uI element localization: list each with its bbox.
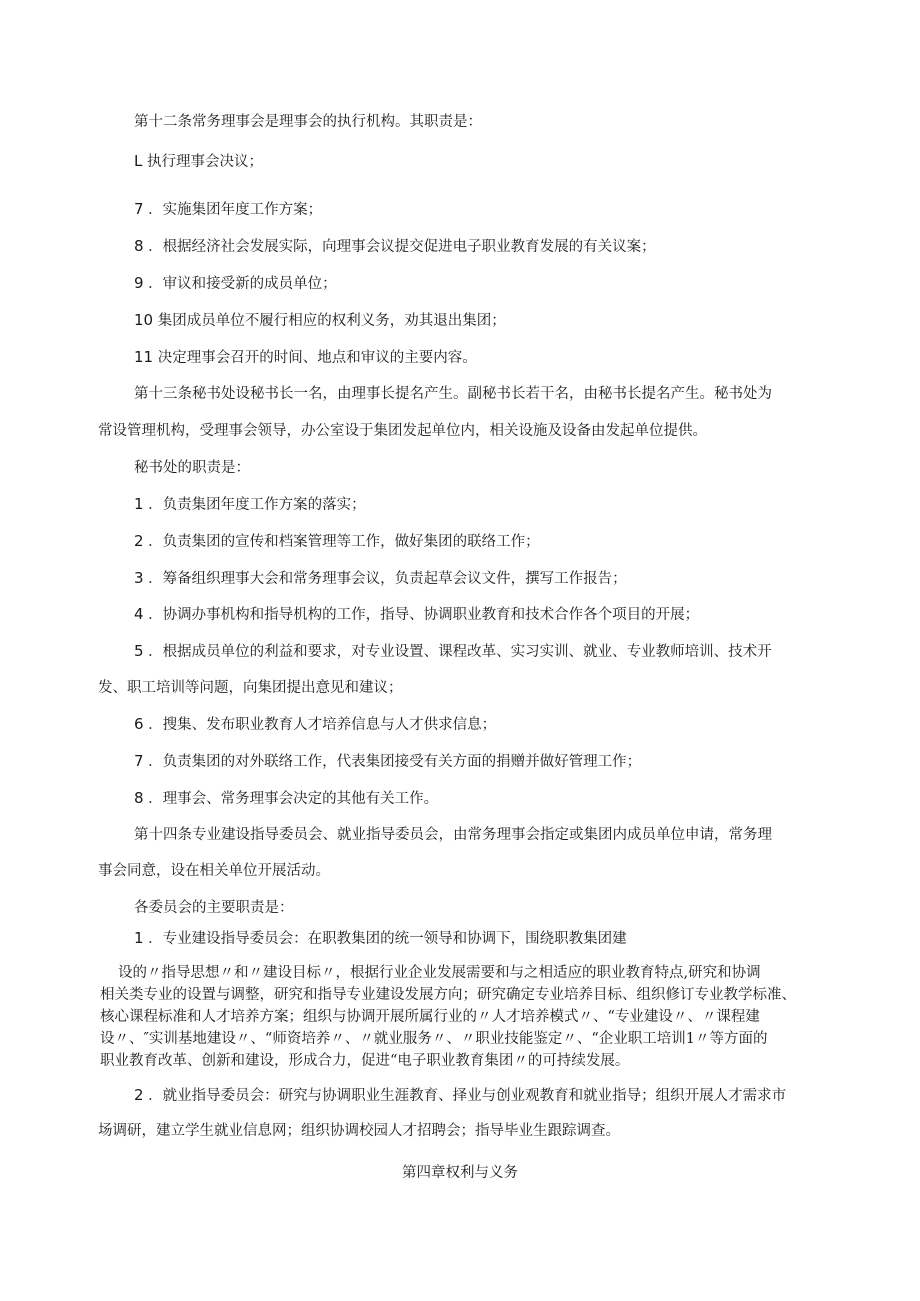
item-text: ．负责集团的宣传和档案管理等工作，做好集团的联络工作；	[148, 534, 540, 550]
article-13-item-1	[134, 494, 366, 515]
article-13-item-5-continued: 发、职工培训等问题，向集团提出意见和建议；	[98, 680, 403, 696]
item-number: 2	[134, 532, 144, 550]
item-number: 7	[134, 200, 144, 218]
item-text: 执行理事会决议；	[146, 154, 263, 170]
item-text: ．搜集、发布职业教育人才培养信息与人才供求信息；	[148, 717, 497, 733]
article-13-item-7	[134, 751, 641, 772]
article-12-intro: 第十二条常务理事会是理事会的执行机构。其职责是：	[134, 114, 482, 130]
paragraph-line: 核心课程标准和人才培养方案；组织与协调开展所属行业的〃人才培养模式〃、“专业建设〃、〃课程建	[100, 1009, 760, 1025]
article-13-item-6	[134, 714, 496, 735]
article-13-line-2: 常设管理机构，受理事会领导，办公室设于集团发起单位内，相关设施及设备由发起单位提供。	[98, 423, 707, 439]
item-number: 11	[134, 348, 154, 366]
item-number: 9	[134, 274, 144, 292]
article-14-item-2	[134, 1085, 786, 1106]
article-13-item-4	[134, 604, 699, 625]
item-number: 4	[134, 605, 144, 623]
article-12-item-2	[134, 199, 322, 220]
item-number: 3	[134, 569, 144, 587]
article-12-item-4	[134, 273, 337, 294]
article-14-item-2-continued: 场调研，建立学生就业信息网；组织协调校园人才招聘会；指导毕业生跟踪调查。	[98, 1123, 620, 1139]
article-14-duties-intro: 各委员会的主要职责是：	[134, 900, 294, 916]
article-12-item-5	[134, 310, 506, 331]
item-number: 1	[134, 929, 144, 947]
article-13-item-3	[134, 568, 627, 589]
item-text: ．筹备组织理事大会和常务理事会议，负责起草会议文件，撰写工作报告；	[148, 571, 627, 587]
item-text: ．根据经济社会发展实际，向理事会议提交促进电子职业教育发展的有关议案；	[148, 239, 656, 255]
article-13-duties-intro: 秘书处的职责是：	[134, 460, 250, 476]
paragraph-line: 设〃、″实训基地建设〃、“师资培养〃、〃就业服务〃、〃职业技能鉴定〃、“企业职工培训1〃等方面的	[100, 1031, 768, 1047]
item-text: ．理事会、常务理事会决定的其他有关工作。	[148, 791, 439, 807]
article-12-item-6	[134, 347, 477, 368]
article-14-line-1: 第十四条专业建设指导委员会、就业指导委员会，由常务理事会指定或集团内成员单位申请，常务理	[134, 827, 772, 843]
chapter-4-heading: 第四章权利与义务	[402, 1165, 518, 1181]
article-14-item-1-paragraph	[100, 962, 840, 1072]
article-13-item-8	[134, 788, 438, 809]
item-text: ．审议和接受新的成员单位；	[148, 276, 337, 292]
item-number: 5	[134, 642, 144, 660]
item-text: ．协调办事机构和指导机构的工作，指导、协调职业教育和技术合作各个项目的开展；	[148, 607, 700, 623]
item-number: 8	[134, 237, 144, 255]
item-number: 6	[134, 715, 144, 733]
item-text: ．实施集团年度工作方案；	[148, 202, 323, 218]
paragraph-line: 相关类专业的设置与调整，研究和指导专业建设发展方向；研究确定专业培养目标、组织修订专业教学标准、	[100, 987, 796, 1003]
article-13-item-5	[134, 641, 772, 662]
item-number: 10	[134, 311, 154, 329]
item-number: L	[134, 152, 143, 170]
article-14-item-1	[134, 928, 627, 949]
item-text: ．负责集团的对外联络工作，代表集团接受有关方面的捐赠并做好管理工作；	[148, 754, 642, 770]
article-13-line-1: 第十三条秘书处设秘书长一名，由理事长提名产生。副秘书长若干名，由秘书长提名产生。秘书处为	[134, 386, 772, 402]
item-text: ．就业指导委员会：研究与协调职业生涯教育、择业与创业观教育和就业指导；组织开展人才需求市	[148, 1088, 787, 1104]
item-text: 决定理事会召开的时间、地点和审议的主要内容。	[157, 350, 477, 366]
article-13-item-2	[134, 531, 540, 552]
item-text: 集团成员单位不履行相应的权利义务，劝其退出集团；	[157, 313, 506, 329]
paragraph-line: 职业教育改革、创新和建设，形成合力，促进“电子职业教育集团〃的可持续发展。	[100, 1053, 630, 1069]
item-text: ．负责集团年度工作方案的落实；	[148, 497, 366, 513]
item-text: ．专业建设指导委员会：在职教集团的统一领导和协调下，围绕职教集团建	[148, 931, 627, 947]
article-14-line-2: 事会同意，设在相关单位开展活动。	[98, 863, 330, 879]
item-number: 8	[134, 789, 144, 807]
article-12-item-1	[134, 151, 263, 172]
item-number: 2	[134, 1086, 144, 1104]
item-number: 1	[134, 495, 144, 513]
item-text: ．根据成员单位的利益和要求，对专业设置、课程改革、实习实训、就业、专业教师培训、技术开	[148, 644, 772, 660]
article-12-item-3	[134, 236, 656, 257]
item-number: 7	[134, 752, 144, 770]
paragraph-line: 设的〃指导思想〃和〃建设目标〃，根据行业企业发展需要和与之相适应的职业教育特点,研究和协调	[118, 965, 761, 981]
